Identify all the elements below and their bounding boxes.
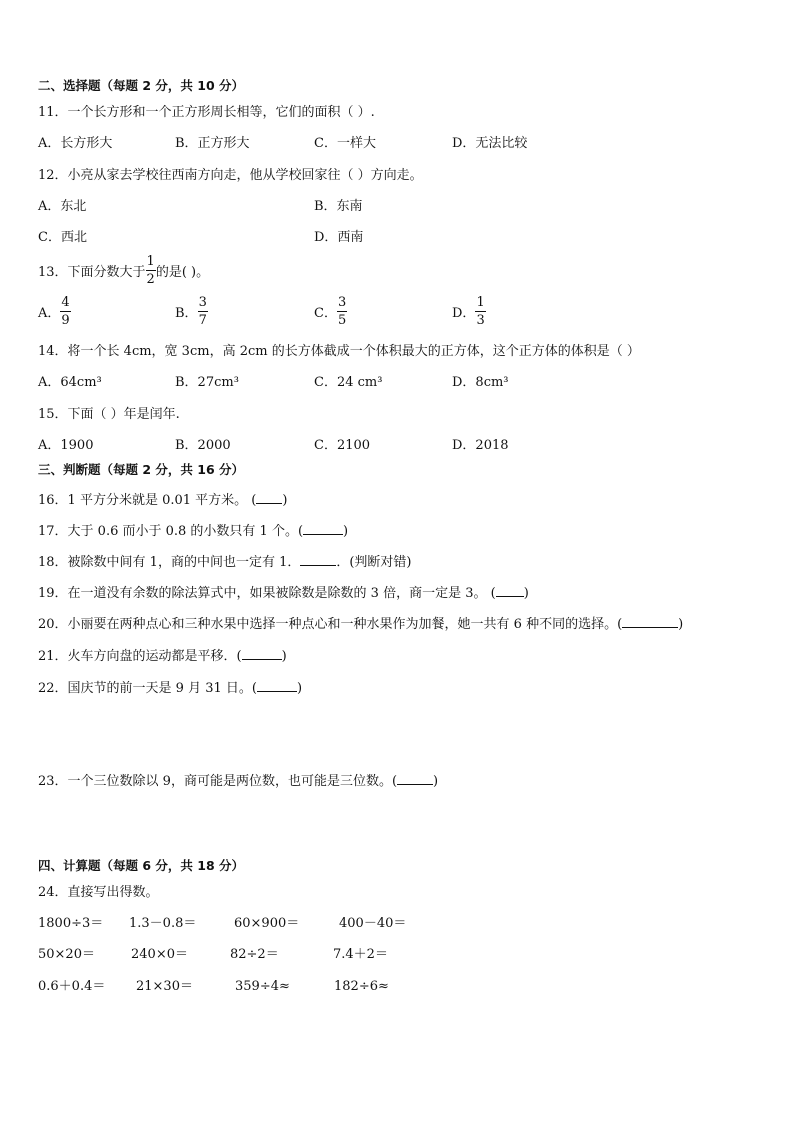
q12-option-c: C．西北 xyxy=(38,230,87,245)
option-label: D． xyxy=(452,306,476,321)
section-heading-judgment: 三、判断题（每题 2 分，共 16 分） xyxy=(38,462,245,477)
closing-paren: ) xyxy=(433,774,439,789)
q14-option-a: A．64cm³ xyxy=(38,375,102,390)
question-21 xyxy=(38,647,287,663)
q11-option-b: B．正方形大 xyxy=(175,136,250,151)
q14-option-d: D．8cm³ xyxy=(452,375,509,390)
calc-item: 1800÷3＝ xyxy=(38,916,104,931)
answer-blank[interactable] xyxy=(256,491,282,504)
question-text: 21．火车方向盘的运动都是平移．( xyxy=(38,649,242,664)
question-text: 18．被除数中间有 1，商的中间也一定有 1． xyxy=(38,555,301,570)
question-text: 20．小丽要在两种点心和三种水果中选择一种点心和一种水果作为加餐，她一共有 6 种不同的选择。( xyxy=(38,617,623,632)
question-19 xyxy=(38,584,529,600)
closing-paren: ) xyxy=(296,681,303,696)
q13-stem-before: 13．下面分数大于 xyxy=(38,265,146,280)
question-16 xyxy=(38,491,287,507)
question-text: 16．1 平方分米就是 0.01 平方米。 ( xyxy=(38,493,257,508)
q11-option-d: D．无法比较 xyxy=(452,136,528,151)
answer-blank[interactable] xyxy=(622,615,678,628)
fraction-numerator: 3 xyxy=(198,295,207,310)
option-fraction xyxy=(198,296,208,327)
calc-item: 182÷6≈ xyxy=(334,979,389,994)
q13-option-c xyxy=(314,296,347,327)
q13-option-d xyxy=(452,296,486,327)
question-22 xyxy=(38,679,302,695)
question-text: 23．一个三位数除以 9，商可能是两位数，也可能是三位数。( xyxy=(38,774,398,789)
q13-option-b xyxy=(175,296,208,327)
answer-blank[interactable] xyxy=(496,584,524,597)
question-text: 22．国庆节的前一天是 9 月 31 日。( xyxy=(38,681,257,696)
q14-option-c: C．24 cm³ xyxy=(314,375,383,390)
closing-paren: ) xyxy=(678,617,684,632)
fraction-numerator: 4 xyxy=(61,295,70,310)
calc-item: 359÷4≈ xyxy=(235,979,290,994)
q12-option-d: D．西南 xyxy=(314,230,364,245)
q13-option-a xyxy=(38,296,71,327)
closing-paren: ) xyxy=(282,493,288,508)
closing-paren: ) xyxy=(523,586,529,601)
fraction-denominator: 9 xyxy=(61,313,70,328)
answer-blank[interactable] xyxy=(242,647,282,660)
question-17 xyxy=(38,522,348,538)
q15-option-d: D．2018 xyxy=(452,438,509,453)
fraction-numerator: 3 xyxy=(337,295,347,310)
section-heading-choice: 二、选择题（每题 2 分，共 10 分） xyxy=(38,78,245,93)
calc-item: 7.4＋2＝ xyxy=(333,947,388,962)
calc-item: 240×0＝ xyxy=(131,947,188,962)
calc-item: 60×900＝ xyxy=(234,916,300,931)
question-20 xyxy=(38,615,683,631)
q13-stem-fraction xyxy=(146,255,156,286)
q11-option-a: A．长方形大 xyxy=(38,136,113,151)
question-11-stem: 11．一个长方形和一个正方形周长相等，它们的面积（ ）. xyxy=(38,105,375,120)
question-24-stem: 24．直接写出得数。 xyxy=(38,885,159,900)
option-label: A． xyxy=(38,306,61,321)
question-15-stem: 15．下面（ ）年是闰年. xyxy=(38,407,180,422)
closing-paren: ) xyxy=(343,524,349,539)
option-fraction xyxy=(337,296,347,327)
q12-option-a: A．东北 xyxy=(38,199,87,214)
q15-option-c: C．2100 xyxy=(314,438,371,453)
question-text: 17．大于 0.6 而小于 0.8 的小数只有 1 个。( xyxy=(38,524,304,539)
q12-option-b: B．东南 xyxy=(314,199,363,214)
section-heading-calculation: 四、计算题（每题 6 分，共 18 分） xyxy=(38,858,245,873)
answer-blank[interactable] xyxy=(397,772,433,785)
q13-stem-after: 的是( )。 xyxy=(155,265,210,280)
calc-item: 50×20＝ xyxy=(38,947,95,962)
judge-hint: ．(判断对错) xyxy=(336,555,412,570)
fraction-denominator: 5 xyxy=(337,313,347,328)
answer-blank[interactable] xyxy=(303,522,343,535)
q15-option-a: A．1900 xyxy=(38,438,94,453)
question-12-stem: 12．小亮从家去学校往西南方向走，他从学校回家往（ ）方向走。 xyxy=(38,168,423,183)
question-18 xyxy=(38,553,412,569)
fraction-denominator: 2 xyxy=(146,272,155,287)
q14-option-b: B．27cm³ xyxy=(175,375,239,390)
option-label: B． xyxy=(175,306,198,321)
fraction-numerator: 1 xyxy=(476,295,485,310)
calc-item: 21×30＝ xyxy=(136,979,193,994)
question-14-stem: 14．将一个长 4cm，宽 3cm，高 2cm 的长方体截成一个体积最大的正方体，这个正方体的体积是（ ） xyxy=(38,344,640,359)
calc-item: 0.6＋0.4＝ xyxy=(38,979,106,994)
fraction-denominator: 7 xyxy=(198,313,207,328)
option-label: C． xyxy=(314,306,337,321)
q11-option-c: C．一样大 xyxy=(314,136,376,151)
answer-blank[interactable] xyxy=(300,553,336,566)
fraction-numerator: 1 xyxy=(146,254,155,269)
calc-item: 1.3－0.8＝ xyxy=(129,916,197,931)
fraction-denominator: 3 xyxy=(476,313,485,328)
closing-paren: ) xyxy=(281,649,287,664)
answer-blank[interactable] xyxy=(257,679,297,692)
q15-option-b: B．2000 xyxy=(175,438,231,453)
option-fraction xyxy=(475,296,485,327)
option-fraction xyxy=(60,296,70,327)
question-13-stem xyxy=(38,255,209,286)
calc-item: 82÷2＝ xyxy=(230,947,279,962)
calc-item: 400－40＝ xyxy=(339,916,407,931)
question-23 xyxy=(38,772,438,788)
question-text: 19．在一道没有余数的除法算式中，如果被除数是除数的 3 倍，商一定是 3。 ( xyxy=(38,586,496,601)
